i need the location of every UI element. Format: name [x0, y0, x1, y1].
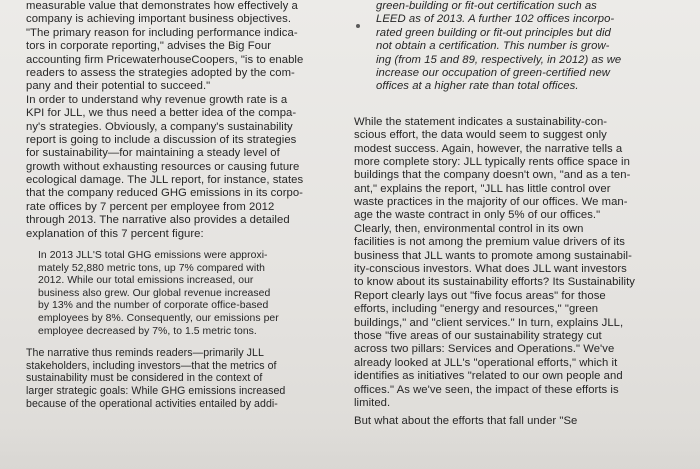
text-line: LEED as of 2013. A further 102 offices incorpo-	[376, 13, 615, 26]
text-line: buildings," and "client services." In turn, explains JLL,	[354, 316, 624, 329]
left-column	[26, 0, 348, 410]
bullet-icon	[356, 24, 360, 28]
quote-line: employees by 8%. Consequently, our emissions per	[38, 313, 279, 324]
text-line: report is going to include a discussion of its strategies	[26, 133, 297, 146]
right-paragraph-1	[354, 116, 654, 223]
text-line: ing (from 15 and 89, respectively, in 2012) as we	[376, 53, 622, 66]
text-line: readers to assess the strategies adopted by the com-	[26, 66, 295, 79]
page-shadow	[0, 429, 700, 469]
quote-line: mately 52,880 metric tons, up 7% compared with	[38, 262, 265, 274]
text-line: Report clearly lays out "five focus areas" for those	[354, 289, 606, 302]
text-line: to know about its sustainability efforts? Its Sustainability	[354, 276, 635, 289]
text-line: ity-conscious investors. What does JLL want investors	[354, 263, 627, 276]
right-column	[354, 0, 654, 429]
quote-line: by 13% and the number of corporate office-based	[38, 300, 269, 312]
text-line: measurable value that demonstrates how effectively a	[26, 0, 298, 12]
text-line: offices at a higher rate than total offices.	[376, 80, 579, 93]
text-line: growth without exhausting resources or causing future	[26, 160, 300, 173]
text-line: green-building or fit-out certification such as	[376, 0, 597, 12]
text-line: In order to understand why revenue growth rate is a	[26, 93, 288, 106]
text-line: But what about the efforts that fall under "Se	[354, 415, 578, 428]
spacer	[26, 338, 348, 347]
text-line: ny's strategies. Obviously, a company's sustainability	[26, 120, 293, 133]
text-line: efforts, including "energy and resources," "green	[354, 303, 599, 316]
text-line: those "five areas of our sustainability strategy cut	[354, 329, 602, 342]
bullet-item	[354, 0, 654, 94]
text-line: While the statement indicates a sustainability-con-	[354, 115, 608, 128]
text-line: scious effort, the data would seem to suggest only	[354, 129, 607, 142]
text-line: business that JLL wants to promote among sustainabil-	[354, 249, 632, 262]
text-line: buildings that the company doesn't own, "and as a ten-	[354, 169, 631, 182]
text-line: ant," explains the report, "JLL has little control over	[354, 182, 611, 195]
text-line: company is achieving important business objectives.	[26, 13, 292, 26]
text-line: larger strategic goals: While GHG emissions increased	[26, 384, 286, 397]
text-line: KPI for JLL, we thus need a better idea of the compa-	[26, 107, 297, 120]
text-line: rated green building or fit-out principles but did	[376, 26, 611, 39]
text-line: tors in corporate reporting," advises the Big Four	[26, 40, 272, 53]
text-line: sustainability must be considered in the context of	[26, 372, 263, 385]
text-line: more complete story: JLL typically rents office space in	[354, 155, 630, 168]
text-line: through 2013. The narrative also provides a detailed	[26, 214, 290, 227]
text-line: not obtain a certification. This number is grow-	[376, 40, 610, 53]
text-line: explanation of this 7 percent figure:	[26, 227, 204, 240]
text-line: accounting firm PricewaterhouseCoopers, "is to enable	[26, 53, 304, 66]
spacer	[354, 94, 654, 116]
right-paragraph-2	[354, 223, 654, 410]
right-paragraph-3	[354, 415, 654, 428]
left-paragraph-3	[26, 347, 348, 410]
text-line: increase our occupation of green-certified new	[376, 66, 611, 79]
text-line: facilities is not among the premium value drivers of its	[354, 236, 625, 249]
text-line: limited.	[354, 396, 391, 409]
block-quote	[26, 250, 348, 338]
text-line: waste practices in the majority of our offices. We man-	[354, 196, 628, 209]
spacer	[26, 241, 348, 250]
text-line: offices." As we've seen, the impact of these efforts is	[354, 383, 619, 396]
text-line: because of the operational activities entailed by addi-	[26, 397, 278, 410]
quote-line: business also grew. Our global revenue increased	[38, 287, 271, 299]
text-line: rate offices by 7 percent per employee from 2012	[26, 200, 275, 213]
text-line: "The primary reason for including performance indica-	[26, 26, 298, 39]
text-line: identifies as initiatives "related to our own people and	[354, 370, 623, 383]
text-line: that the company reduced GHG emissions in its corpo-	[26, 187, 303, 200]
text-line: modest success. Again, however, the narrative tells a	[354, 142, 623, 155]
text-line: The narrative thus reminds readers—primarily JLL	[26, 347, 264, 360]
text-line: for sustainability—for maintaining a steady level of	[26, 147, 280, 160]
text-line: Clearly, then, environmental control in its own	[354, 222, 584, 235]
bullet-text	[354, 0, 654, 94]
text-line: pany and their potential to succeed."	[26, 80, 211, 93]
quote-line: 2012. While our total emissions increased, our	[38, 275, 254, 287]
quote-line: employee decreased by 7%, to 1.5 metric tons.	[38, 325, 257, 337]
text-line: stakeholders, including investors—that the metrics of	[26, 359, 277, 372]
text-line: ecological damage. The JLL report, for instance, states	[26, 174, 304, 187]
left-paragraph-1	[26, 0, 348, 94]
text-line: across two pillars: Services and Operations." We've	[354, 343, 615, 356]
text-line: age the waste contract in only 5% of our offices."	[354, 209, 601, 222]
quote-line: In 2013 JLL'S total GHG emissions were approxi-	[38, 250, 268, 262]
text-line: already looked at JLL's "operational efforts," which it	[354, 356, 618, 369]
left-paragraph-2	[26, 94, 348, 241]
